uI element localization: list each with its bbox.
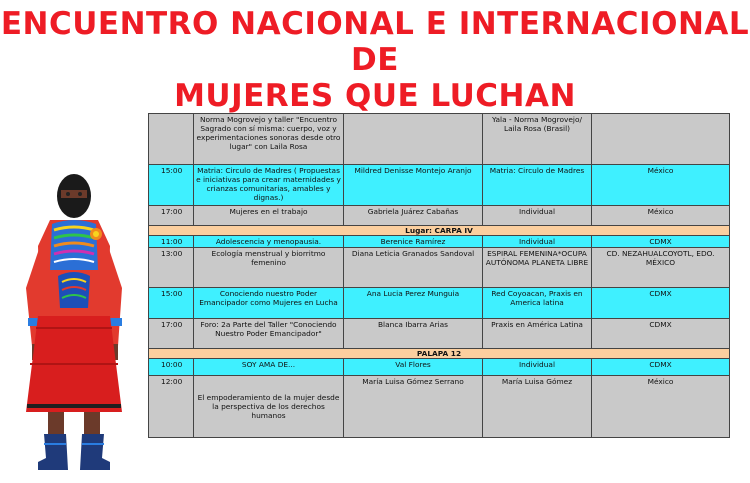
group-cell: Yala - Norma Mogrovejo/ Laila Rosa (Brasil) [483, 114, 592, 165]
table-row [149, 206, 730, 226]
activity-cell: Mujeres en el trabajo [194, 206, 344, 226]
group-cell: Matria: Circulo de Madres [483, 165, 592, 206]
person-cell: Ana Lucia Perez Munguia [344, 288, 483, 319]
place-cell [592, 114, 730, 165]
table-row [149, 319, 730, 349]
group-cell: Praxis en América Latina [483, 319, 592, 349]
place-cell: México [592, 165, 730, 206]
time-cell: 15:00 [149, 288, 194, 319]
place-cell: CD. NEZAHUALCOYOTL, EDO. MÉXICO [592, 248, 730, 288]
group-cell: Individual [483, 236, 592, 248]
title-line-2: MUJERES QUE LUCHAN [174, 78, 576, 114]
section-header-palapa [149, 349, 730, 359]
activity-cell: Foro: 2a Parte del Taller "Conociendo Nuestro Poder Emancipador" [194, 319, 344, 349]
zapatista-woman-illustration [14, 168, 134, 480]
table-row [149, 165, 730, 206]
person-cell: Gabriela Juárez Cabañas [344, 206, 483, 226]
person-cell: Blanca Ibarra Arias [344, 319, 483, 349]
person-cell: Berenice Ramírez [344, 236, 483, 248]
group-cell: Individual [483, 206, 592, 226]
section-header-carpa [149, 226, 730, 236]
person-cell [344, 114, 483, 165]
schedule-table [148, 113, 730, 438]
time-cell: 17:00 [149, 206, 194, 226]
activity-cell: Ecología menstrual y biorritmo femenino [194, 248, 344, 288]
table-row [149, 236, 730, 248]
page-title [0, 6, 750, 114]
place-cell: CDMX [592, 319, 730, 349]
activity-cell: Norma Mogrovejo y taller "Encuentro Sagrado con sí misma: cuerpo, voz y experimentaciones sonoras desde otro lugar" con Laila Rosa [194, 114, 344, 165]
table-row [149, 359, 730, 376]
group-cell: ESPIRAL FEMENINA*OCUPA AUTÓNOMA PLANETA LIBRE [483, 248, 592, 288]
time-cell [149, 114, 194, 165]
table-row [149, 114, 730, 165]
activity-cell: El empoderamiento de la mujer desde la perspectiva de los derechos humanos [194, 376, 344, 438]
place-cell: México [592, 206, 730, 226]
time-cell: 17:00 [149, 319, 194, 349]
activity-cell: Matria: Circulo de Madres ( Propuestas e iniciativas para crear maternidades y crianzas comunitarias, amables y dignas.) [194, 165, 344, 206]
activity-cell: Conociendo nuestro Poder Emancipador como Mujeres en Lucha [194, 288, 344, 319]
time-cell: 12:00 [149, 376, 194, 438]
time-cell: 11:00 [149, 236, 194, 248]
person-cell: Val Flores [344, 359, 483, 376]
time-cell: 10:00 [149, 359, 194, 376]
title-line-1: ENCUENTRO NACIONAL E INTERNACIONAL DE [0, 6, 750, 78]
time-cell: 13:00 [149, 248, 194, 288]
section-label: PALAPA 12 [149, 349, 730, 359]
place-cell: CDMX [592, 236, 730, 248]
activity-cell: SOY AMA DE... [194, 359, 344, 376]
group-cell: Individual [483, 359, 592, 376]
section-label: Lugar: CARPA IV [149, 226, 730, 236]
person-cell: Mildred Denisse Montejo Aranjo [344, 165, 483, 206]
time-cell: 15:00 [149, 165, 194, 206]
person-cell: María Luisa Gómez Serrano [344, 376, 483, 438]
person-cell: Diana Leticia Granados Sandoval [344, 248, 483, 288]
table-row [149, 288, 730, 319]
activity-cell: Adolescencia y menopausia. [194, 236, 344, 248]
group-cell: Red Coyoacan, Praxis en America latina [483, 288, 592, 319]
group-cell: María Luisa Gómez [483, 376, 592, 438]
place-cell: CDMX [592, 359, 730, 376]
table-row [149, 376, 730, 438]
place-cell: México [592, 376, 730, 438]
table-row [149, 248, 730, 288]
place-cell: CDMX [592, 288, 730, 319]
